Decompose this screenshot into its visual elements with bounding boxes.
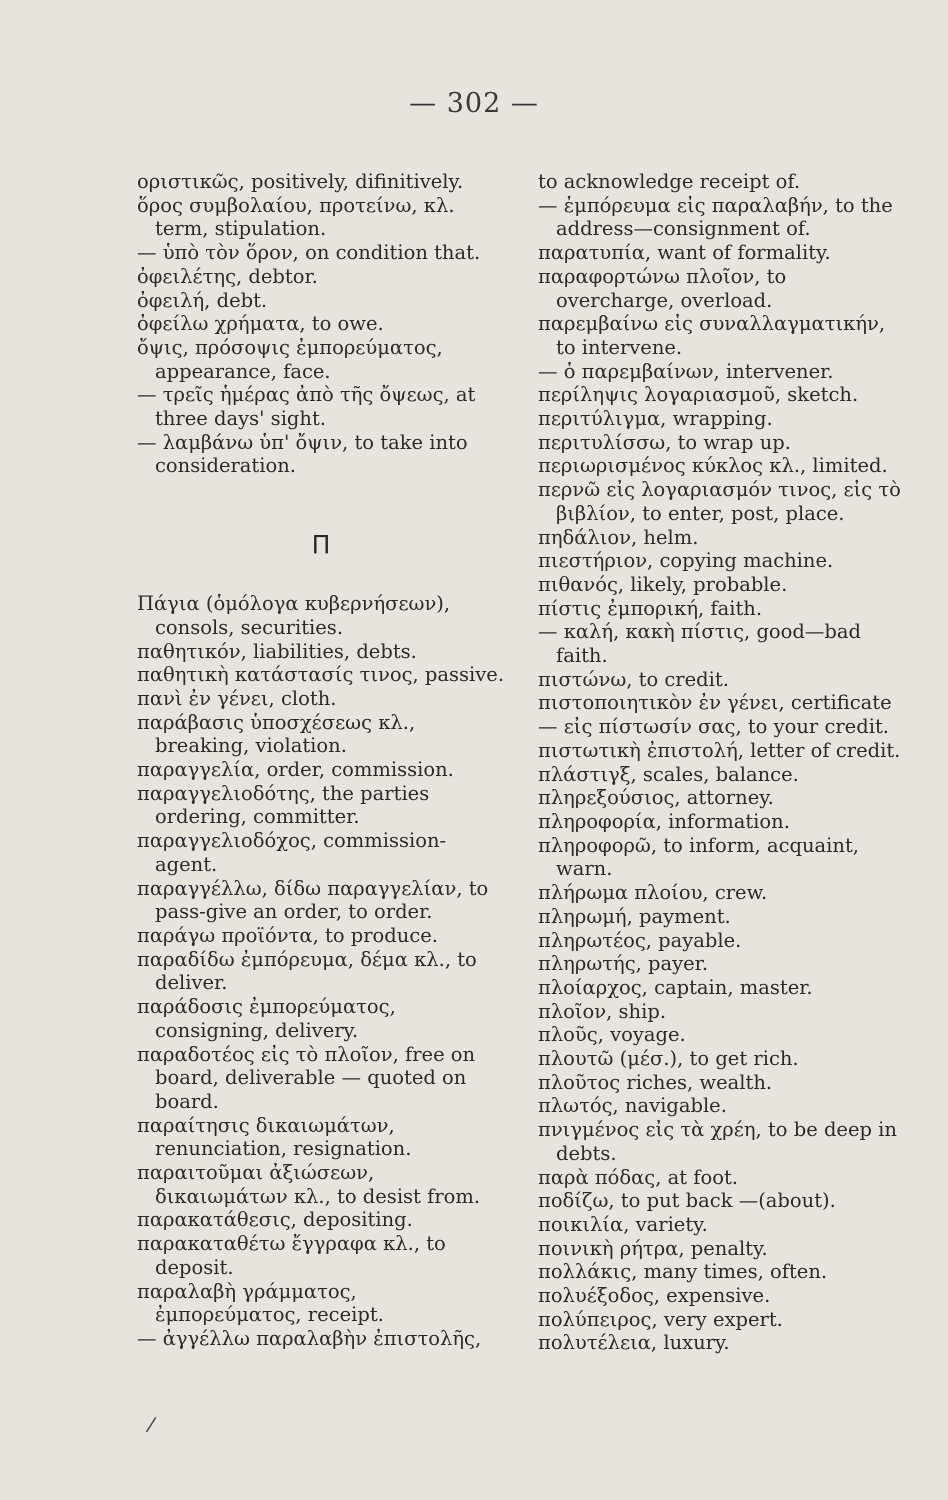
dictionary-entry: παράβασις ὑποσχέσεως κλ., breaking, violation. — [137, 710, 416, 758]
left-column — [137, 170, 505, 1351]
dictionary-entry: πλουτῶ (μέσ.), to get rich. — [538, 1047, 799, 1071]
dictionary-entry: πληρεξούσιος, attorney. — [538, 786, 774, 810]
dictionary-entry: πολυτέλεια, luxury. — [538, 1331, 730, 1355]
dictionary-entry: πλοῦς, voyage. — [538, 1023, 686, 1047]
dictionary-entry: πλωτός, navigable. — [538, 1094, 727, 1118]
dictionary-entry: παράγω προϊόντα, to produce. — [137, 923, 439, 947]
right-column — [538, 170, 910, 1355]
dictionary-entry: παραίτησις δικαιωμάτων, renunciation, resignation. — [137, 1113, 412, 1161]
dictionary-entry: — ὁ παρεμβαίνων, intervener. — [538, 359, 834, 383]
dictionary-entry: to acknowledge receipt of. — [538, 170, 801, 193]
dictionary-entry: περιωρισμένος κύκλος κλ., limited. — [538, 454, 888, 478]
dictionary-entry: ὅρος συμβολαίου, προτείνω, κλ. term, stipulation. — [137, 193, 455, 241]
dictionary-entry: πληρωτέος, payable. — [538, 928, 742, 952]
dictionary-entry: πανὶ ἐν γένει, cloth. — [137, 686, 337, 710]
dictionary-entry: πλοῖον, ship. — [538, 999, 667, 1023]
dictionary-entry: — ὑπὸ τὸν ὅρον, on condition that. — [137, 241, 481, 265]
dictionary-entry: παρακατάθεσις, depositing. — [137, 1208, 413, 1232]
dictionary-entry: παθητικὴ κατάστασίς τινος, passive. — [137, 663, 505, 687]
dictionary-entry: περιτυλίσσω, to wrap up. — [538, 430, 791, 454]
dictionary-entry: πηδάλιον, helm. — [538, 525, 699, 549]
dictionary-entry: περίληψις λογαριασμοῦ, sketch. — [538, 383, 859, 407]
dictionary-entry: πολύπειρος, very expert. — [538, 1307, 783, 1331]
dictionary-entry: ὄψις, πρόσοψις ἐμπορεύματος, appearance, face. — [137, 335, 443, 383]
dictionary-entry: παραγγέλλω, δίδω παραγγελίαν, to pass-give an order, to order. — [137, 876, 489, 924]
dictionary-entry: — λαμβάνω ὑπ' ὄψιν, to take into consideration. — [137, 430, 468, 478]
dictionary-entry: — τρεῖς ἡμέρας ἀπὸ τῆς ὄψεως, at three days' sight. — [137, 383, 476, 431]
dictionary-entry: πολυέξοδος, expensive. — [538, 1284, 771, 1308]
dictionary-entry: — εἰς πίστωσίν σας, to your credit. — [538, 715, 889, 739]
dictionary-entry: πίστις ἐμπορική, faith. — [538, 596, 763, 620]
dictionary-entry: πληρωμή, payment. — [538, 904, 731, 928]
dictionary-entry: πληροφορῶ, to inform, acquaint, warn. — [538, 833, 859, 881]
dictionary-entry: ὀφείλω χρήματα, to owe. — [137, 312, 384, 336]
dictionary-entry: — καλή, κακὴ πίστις, good—bad faith. — [538, 620, 861, 668]
dictionary-entry: παρεμβαίνω εἰς συναλλαγματικήν, to intervene. — [538, 312, 886, 359]
dictionary-entry: περιτύλιγμα, wrapping. — [538, 407, 773, 431]
dictionary-entry: ὀφειλή, debt. — [137, 288, 268, 312]
dictionary-entry: περνῶ εἰς λογαριασμόν τινος, εἰς τὸ βιβλίον, to enter, post, place. — [538, 478, 901, 525]
dictionary-entry: παραιτοῦμαι ἀξιώσεων, δικαιωμάτων κλ., to desist from. — [137, 1161, 481, 1208]
dictionary-entry: Πάγια (ὁμόλογα κυβερνήσεων), consols, securities. — [137, 592, 451, 639]
dictionary-entry: παρατυπία, want of formality. — [538, 241, 831, 265]
dictionary-entry: ποικιλία, variety. — [538, 1212, 708, 1236]
dictionary-entry: πολλάκις, many times, often. — [538, 1260, 828, 1284]
dictionary-entry: — ἐμπόρευμα εἰς παραλαβήν, to the address—consignment of. — [538, 193, 893, 241]
dictionary-entry: παρὰ πόδας, at foot. — [538, 1165, 738, 1189]
dictionary-entry: πληρωτής, payer. — [538, 952, 709, 976]
dictionary-entry: πιστωτικὴ ἐπιστολή, letter of credit. — [538, 738, 901, 762]
dictionary-entry: ποινικὴ ρήτρα, penalty. — [538, 1236, 768, 1260]
dictionary-entry: — ἀγγέλλω παραλαβὴν ἐπιστολῆς, — [137, 1326, 482, 1350]
page-number: — 302 — — [409, 88, 539, 119]
section-letter-heading: Π — [311, 530, 331, 560]
dictionary-entry: παραδίδω ἐμπόρευμα, δέμα κλ., to deliver. — [137, 947, 477, 995]
dictionary-entry: παραφορτώνω πλοῖον, to overcharge, overload. — [538, 264, 787, 312]
dictionary-entry: πιθανός, likely, probable. — [538, 572, 788, 596]
dictionary-entry: παθητικόν, liabilities, debts. — [137, 639, 417, 663]
stray-pen-mark: / — [145, 1411, 158, 1437]
dictionary-entry: πλάστιγξ, scales, balance. — [538, 762, 799, 786]
dictionary-entry: πλοίαρχος, captain, master. — [538, 975, 813, 999]
dictionary-entry: παραγγελία, order, commission. — [137, 758, 454, 782]
dictionary-entry: παραδοτέος εἰς τὸ πλοῖον, free on board, deliverable — quoted on board. — [137, 1042, 476, 1113]
dictionary-entry: παραγγελιοδότης, the parties ordering, committer. — [137, 781, 430, 829]
dictionary-entry: παράδοσις ἐμπορεύματος, consigning, delivery. — [137, 995, 396, 1042]
dictionary-entry: πλήρωμα πλοίου, crew. — [538, 881, 768, 905]
dictionary-entry: οριστικῶς, positively, difinitively. — [137, 170, 464, 193]
dictionary-entry: παραγγελιοδόχος, commission-agent. — [137, 829, 447, 876]
dictionary-entry: ποδίζω, to put back —(about). — [538, 1189, 836, 1213]
dictionary-entry: πιστώνω, to credit. — [538, 667, 729, 691]
dictionary-entry: παρακαταθέτω ἔγγραφα κλ., to deposit. — [137, 1232, 446, 1279]
dictionary-entry: ὀφειλέτης, debtor. — [137, 264, 318, 288]
dictionary-entry: πιστοποιητικὸν ἐν γένει, certificate — [538, 691, 892, 715]
dictionary-entry: πνιγμένος εἰς τὰ χρέη, to be deep in debts. — [538, 1118, 897, 1165]
dictionary-entry: παραλαβὴ γράμματος, ἐμπορεύματος, receipt. — [137, 1279, 384, 1327]
dictionary-entry: πιεστήριον, copying machine. — [538, 549, 834, 573]
dictionary-entry: πληροφορία, information. — [538, 809, 790, 833]
dictionary-entry: πλοῦτος riches, wealth. — [538, 1070, 773, 1094]
